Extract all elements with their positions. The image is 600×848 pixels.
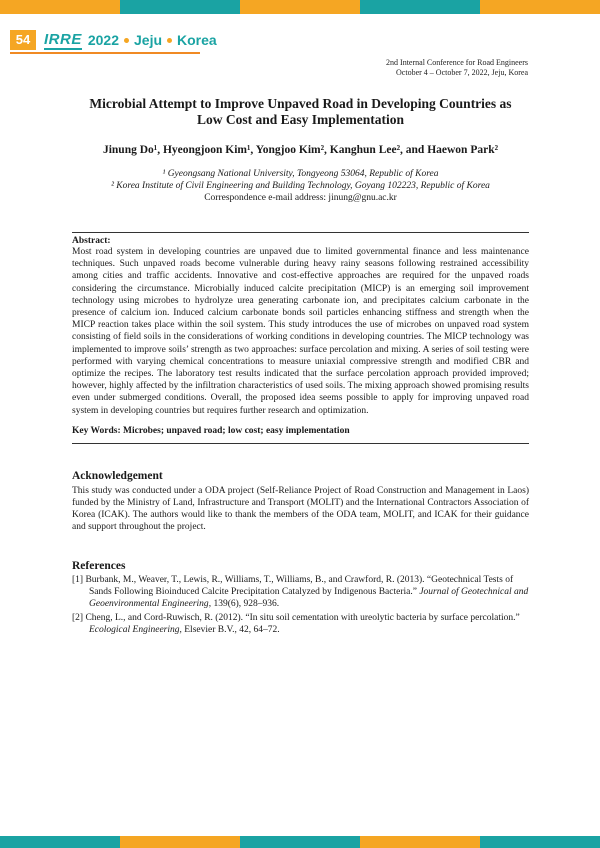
acknowledgement-heading: Acknowledgement (72, 469, 163, 482)
acknowledgement-text: This study was conducted under a ODA project (Self-Reliance Project of Road Construction and Management in Laos) funded by the Ministry of Land, Infrastructure and Transport (MOLIT) and the International Contractors Association of Korea (ICAK). The authors would like to thank the members of the ODA team, MOLIT, and ICAK for their guidance and support throughout the project. (72, 485, 529, 533)
affiliation-1: ¹ Gyeongsang National University, Tongyeong 53064, Republic of Korea (162, 169, 439, 179)
keywords: Key Words: Microbes; unpaved road; low cost; easy implementation (72, 425, 350, 436)
dot-separator (167, 38, 172, 43)
references-heading: References (72, 559, 126, 572)
top-color-bar (0, 0, 600, 14)
conference-info (386, 58, 528, 78)
paper-body (72, 96, 529, 637)
paper-title (72, 96, 529, 128)
reference-item: [1] Burbank, M., Weaver, T., Lewis, R., Williams, T., Williams, B., and Crawford, R. (2013). “Geotechnical Tests of Sands Following Bioinduced Calcite Precipitation Catalyzed by Indigenous Bacteria.” Journal of Geotechnical and Geoenvironmental Engineering, 139(6), 928–936. (72, 574, 529, 610)
title-line-1: Microbial Attempt to Improve Unpaved Road in Developing Countries as (89, 96, 512, 111)
abstract-bottom-rule (72, 443, 529, 444)
event-city: Jeju (134, 32, 163, 48)
journal-name: Ecological Engineering (89, 625, 180, 636)
page-header (0, 24, 600, 54)
abstract-text: Most road system in developing countries are unpaved due to limited governmental finance and less maintenance techniques. Such unpaved roads become vulnerable during heavy rainy seasons following restrained accessibility among cities and traffic accidents. Innovative and cost-effective approaches are required for the unpaved roads considering the circumstance. Microbially induced calcite precipitation (MICP) is an emerging soil improvement technology using microbes to hydrolyze urea generating carbonate ion, and precipitates calcium carbonate in the presence of calcium ion. Induced calcium carbonate bonds soil particles enhancing stiffness and strength when the MICP reaction takes place within the soil system. This study introduces the use of microbes on unpaved road system consisting of field soils in the considerations of working conditions in developing countries. The MICP technology was implemented to improve soils’ strength as two approaches: surface percolation and mixing. A series of soil testing were performed with varying chemical concentrations to measure uniaxial compressive strength and modified CBR and optimize the recipes. The laboratory test results indicated that the surface percolation approach provided improved; however, highly affected by the infiltration characteristics of used soils. The mixing approach showed promising results even under submerged conditions. Overall, the proposed idea seems possible to apply for improving unpaved road system in developing countries but requires further research and optimization. (72, 247, 529, 416)
conference-logo (44, 30, 217, 50)
event-country: Korea (177, 32, 217, 48)
dot-separator (124, 38, 129, 43)
bottom-color-bar (0, 836, 600, 848)
correspondence-email: Correspondence e-mail address: jinung@gnu.ac.kr (204, 193, 397, 203)
event-year: 2022 (87, 32, 119, 48)
title-line-2: Low Cost and Easy Implementation (196, 112, 405, 127)
reference-item: [2] Cheng, L., and Cord-Ruwisch, R. (2012). “In situ soil cementation with ureolytic bacteria by surface percolation.” Ecological Engineering, Elsevier B.V., 42, 64–72. (72, 613, 520, 636)
abstract-top-rule (72, 232, 529, 233)
author-list: Jinung Do¹, Hyeongjoon Kim¹, Yongjoo Kim², Kanghun Lee², and Haewon Park² (102, 144, 499, 156)
header-rule (10, 52, 200, 54)
affiliation-2: ² Korea Institute of Civil Engineering and Building Technology, Goyang 102223, Republic of Korea (111, 181, 490, 191)
logo-mark: IRRE (44, 30, 82, 48)
page-number: 54 (10, 30, 36, 50)
conference-name: 2nd Internal Conference for Road Engineers (386, 58, 528, 67)
conference-dates: October 4 – October 7, 2022, Jeju, Korea (396, 68, 528, 77)
affiliations (72, 168, 529, 204)
journal-name: Journal of Geotechnical and Geoenvironmental Engineering (89, 586, 529, 610)
abstract-label: Abstract: (72, 236, 111, 246)
